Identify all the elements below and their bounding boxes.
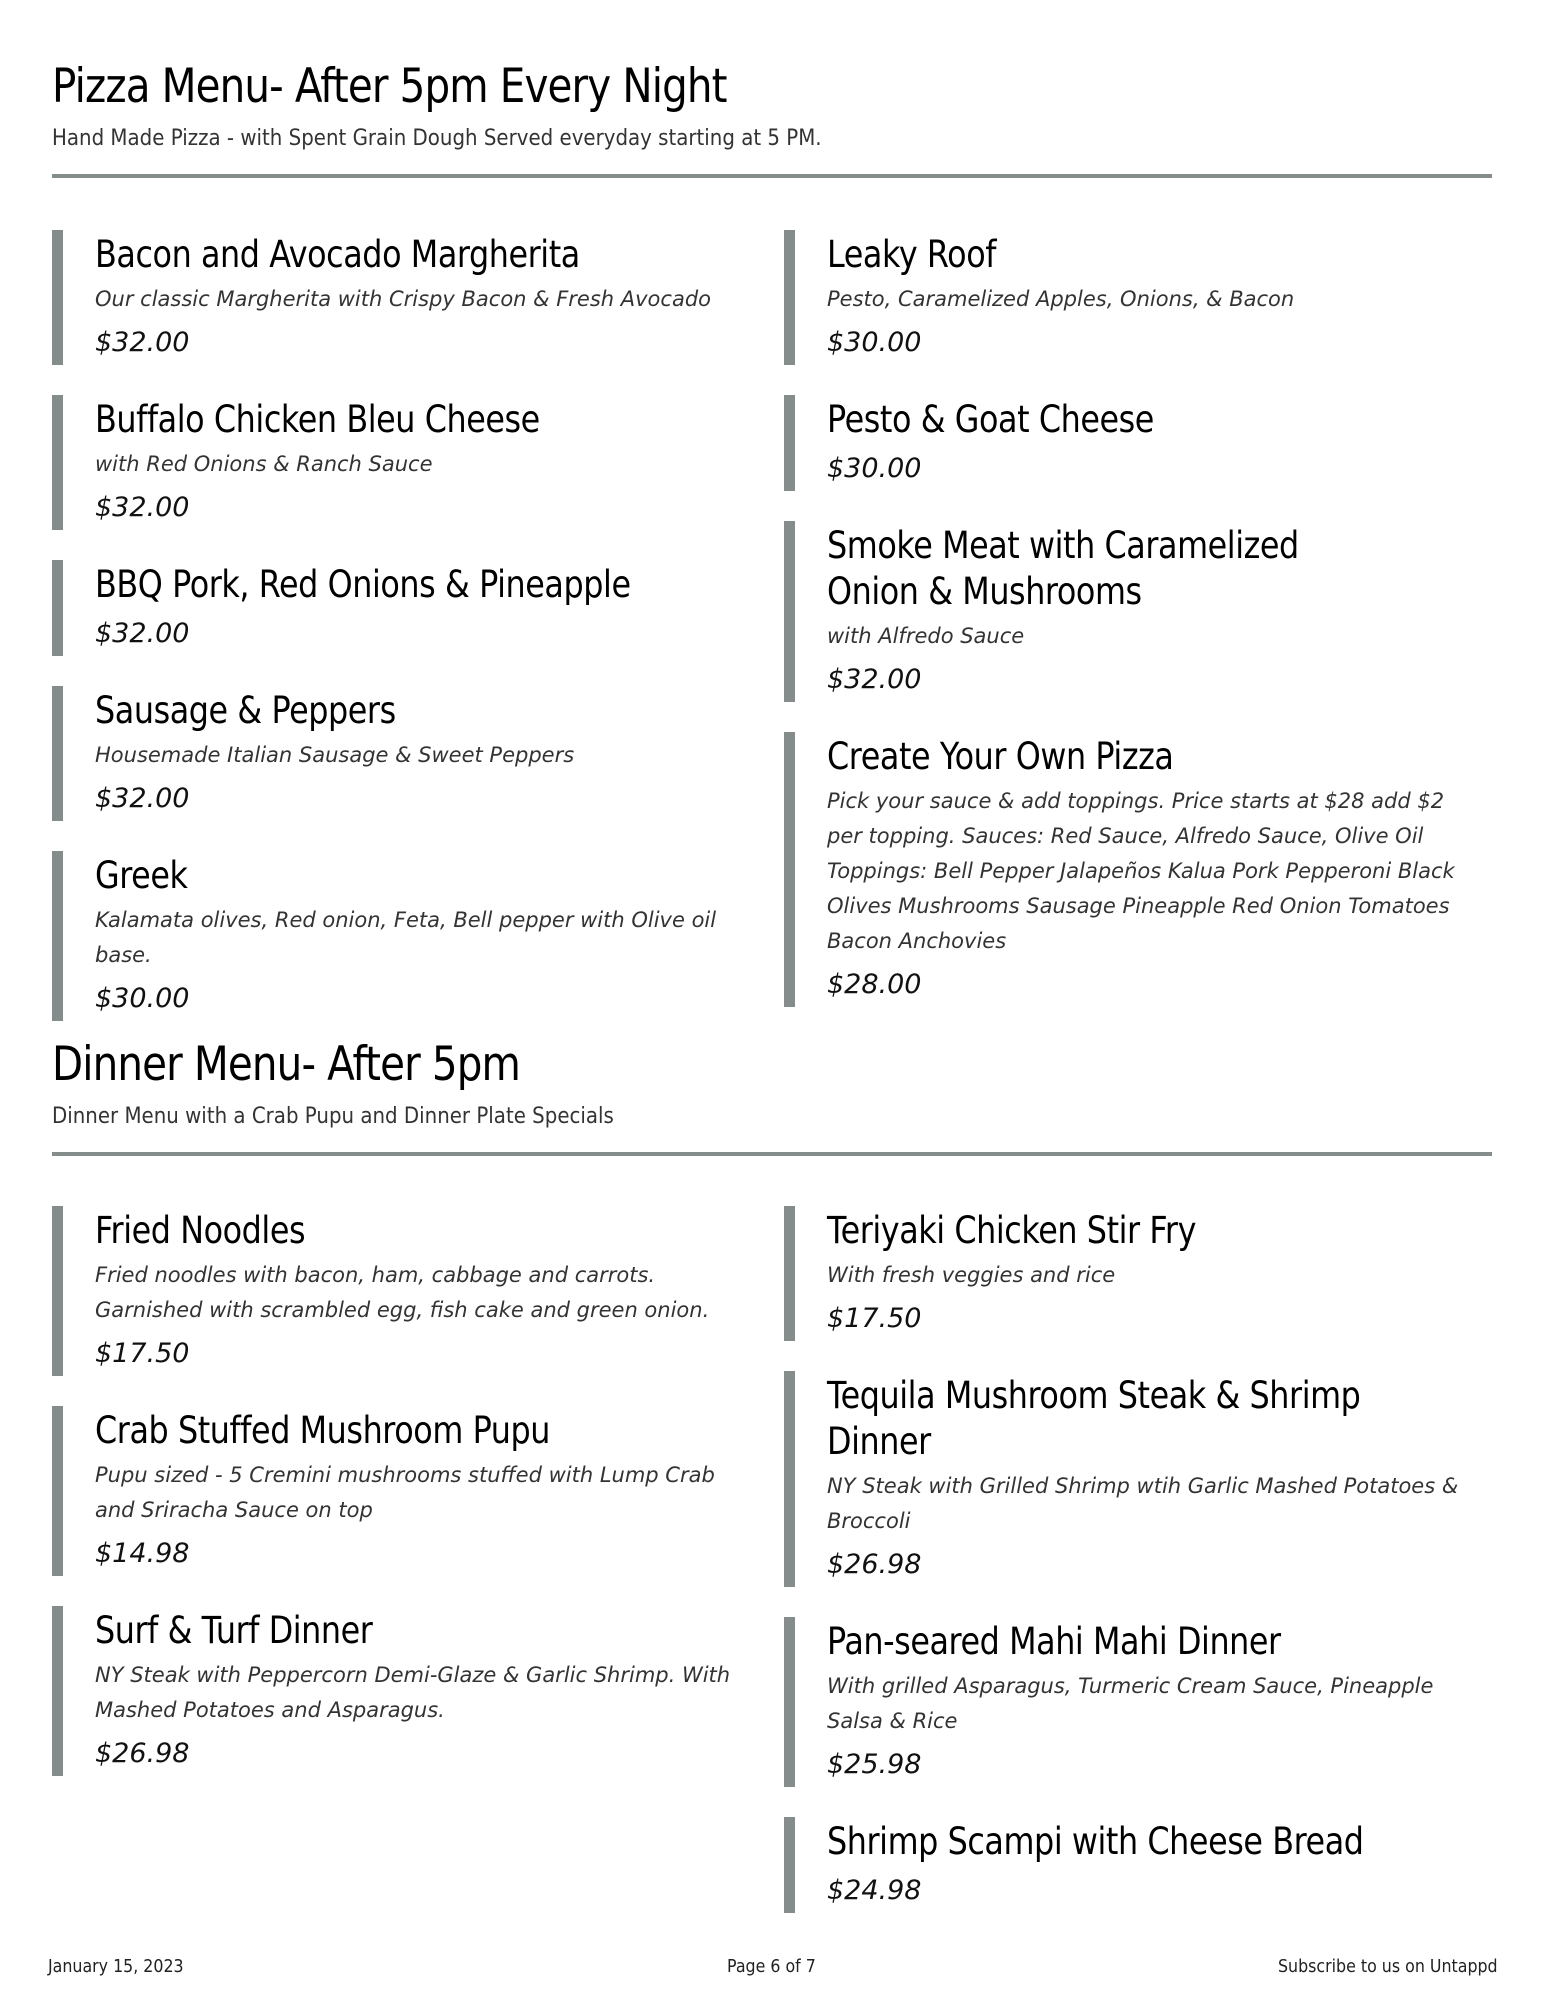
item-name: Smoke Meat with Caramelized Onion & Mushrooms	[827, 524, 1299, 613]
menu-item	[784, 230, 1484, 365]
item-description: Kalamata olives, Red onion, Feta, Bell pepper with Olive oil base.	[95, 908, 717, 967]
footer-subscribe-link[interactable]: Subscribe to us on Untappd	[1278, 1956, 1498, 1977]
menu-item	[52, 395, 752, 530]
dinner-menu-subtitle: Dinner Menu with a Crab Pupu and Dinner Plate Specials	[52, 1104, 614, 1129]
pizza-menu-subtitle: Hand Made Pizza - with Spent Grain Dough Served everyday starting at 5 PM.	[52, 126, 822, 151]
item-name: Pan-seared Mahi Mahi Dinner	[827, 1620, 1281, 1663]
item-description: Pupu sized - 5 Cremini mushrooms stuffed with Lump Crab and Sriracha Sauce on top	[95, 1463, 715, 1522]
item-price: $32.00	[95, 618, 190, 649]
pizza-menu-divider	[52, 174, 1492, 178]
item-description: Fried noodles with bacon, ham, cabbage and carrots. Garnished with scrambled egg, fish cake and green onion.	[95, 1263, 710, 1322]
item-price: $17.50	[827, 1303, 922, 1334]
menu-item	[784, 521, 1484, 702]
item-price: $26.98	[827, 1549, 922, 1580]
item-name: Shrimp Scampi with Cheese Bread	[827, 1820, 1364, 1863]
item-name: Greek	[95, 854, 188, 897]
item-description: With fresh veggies and rice	[827, 1263, 1116, 1287]
item-description: Housemade Italian Sausage & Sweet Peppers	[95, 743, 575, 767]
menu-item	[52, 230, 752, 365]
item-description: with Alfredo Sauce	[827, 624, 1025, 648]
dinner-left-column	[52, 1206, 752, 1806]
menu-item	[52, 851, 752, 1021]
item-description: NY Steak with Grilled Shrimp wtih Garlic Mashed Potatoes & Broccoli	[827, 1474, 1459, 1533]
menu-item	[52, 560, 752, 656]
item-price: $32.00	[95, 783, 190, 814]
item-description: NY Steak with Peppercorn Demi-Glaze & Garlic Shrimp. With Mashed Potatoes and Asparagus.	[95, 1663, 731, 1722]
footer-date: January 15, 2023	[48, 1956, 184, 1977]
item-description: Our classic Margherita with Crispy Bacon & Fresh Avocado	[95, 287, 711, 311]
item-price: $25.98	[827, 1749, 922, 1780]
item-description: with Red Onions & Ranch Sauce	[95, 452, 433, 476]
pizza-menu-title: Pizza Menu- After 5pm Every Night	[52, 59, 727, 114]
menu-item	[52, 686, 752, 821]
item-name: Teriyaki Chicken Stir Fry	[827, 1209, 1196, 1252]
item-name: BBQ Pork, Red Onions & Pineapple	[95, 563, 631, 606]
item-price: $14.98	[95, 1538, 190, 1569]
menu-item	[784, 1617, 1484, 1787]
item-name: Crab Stuffed Mushroom Pupu	[95, 1409, 551, 1452]
dinner-menu-section	[52, 1036, 1492, 1156]
item-price: $17.50	[95, 1338, 190, 1369]
dinner-menu-divider	[52, 1152, 1492, 1156]
item-name: Create Your Own Pizza	[827, 735, 1174, 778]
menu-item	[784, 1371, 1484, 1587]
menu-item	[52, 1206, 752, 1376]
item-name: Tequila Mushroom Steak & Shrimp Dinner	[827, 1374, 1361, 1463]
item-name: Bacon and Avocado Margherita	[95, 233, 580, 276]
menu-item	[784, 1206, 1484, 1341]
item-price: $32.00	[827, 664, 922, 695]
item-name: Leaky Roof	[827, 233, 997, 276]
item-price: $32.00	[95, 327, 190, 358]
pizza-left-column	[52, 230, 752, 1051]
menu-item	[784, 732, 1484, 1007]
item-price: $30.00	[827, 327, 922, 358]
footer-page-number: Page 6 of 7	[727, 1956, 816, 1977]
item-name: Surf & Turf Dinner	[95, 1609, 373, 1652]
item-price: $30.00	[95, 983, 190, 1014]
menu-item	[52, 1406, 752, 1576]
item-name: Pesto & Goat Cheese	[827, 398, 1154, 441]
pizza-right-column	[784, 230, 1484, 1037]
item-price: $32.00	[95, 492, 190, 523]
pizza-menu-section	[52, 58, 1492, 178]
item-description: Pick your sauce & add toppings. Price starts at $28 add $2 per topping. Sauces: Red Sauce, Alfredo Sauce, Olive Oil Toppings: Bell Pepper Jalapeños Kalua Pork Pepperoni Black Olives Mushrooms Sausage Pineapple Red Onion Tomatoes Bacon Anchovies	[827, 789, 1455, 953]
menu-item	[784, 1817, 1484, 1913]
item-price: $24.98	[827, 1875, 922, 1906]
item-description: With grilled Asparagus, Turmeric Cream Sauce, Pineapple Salsa & Rice	[827, 1674, 1434, 1733]
item-name: Sausage & Peppers	[95, 689, 396, 732]
item-name: Fried Noodles	[95, 1209, 306, 1252]
dinner-right-column	[784, 1206, 1484, 1943]
item-price: $30.00	[827, 453, 922, 484]
menu-item	[784, 395, 1484, 491]
menu-item	[52, 1606, 752, 1776]
item-price: $26.98	[95, 1738, 190, 1769]
item-price: $28.00	[827, 969, 922, 1000]
item-description: Pesto, Caramelized Apples, Onions, & Bacon	[827, 287, 1295, 311]
dinner-menu-title: Dinner Menu- After 5pm	[52, 1037, 521, 1092]
item-name: Buffalo Chicken Bleu Cheese	[95, 398, 540, 441]
